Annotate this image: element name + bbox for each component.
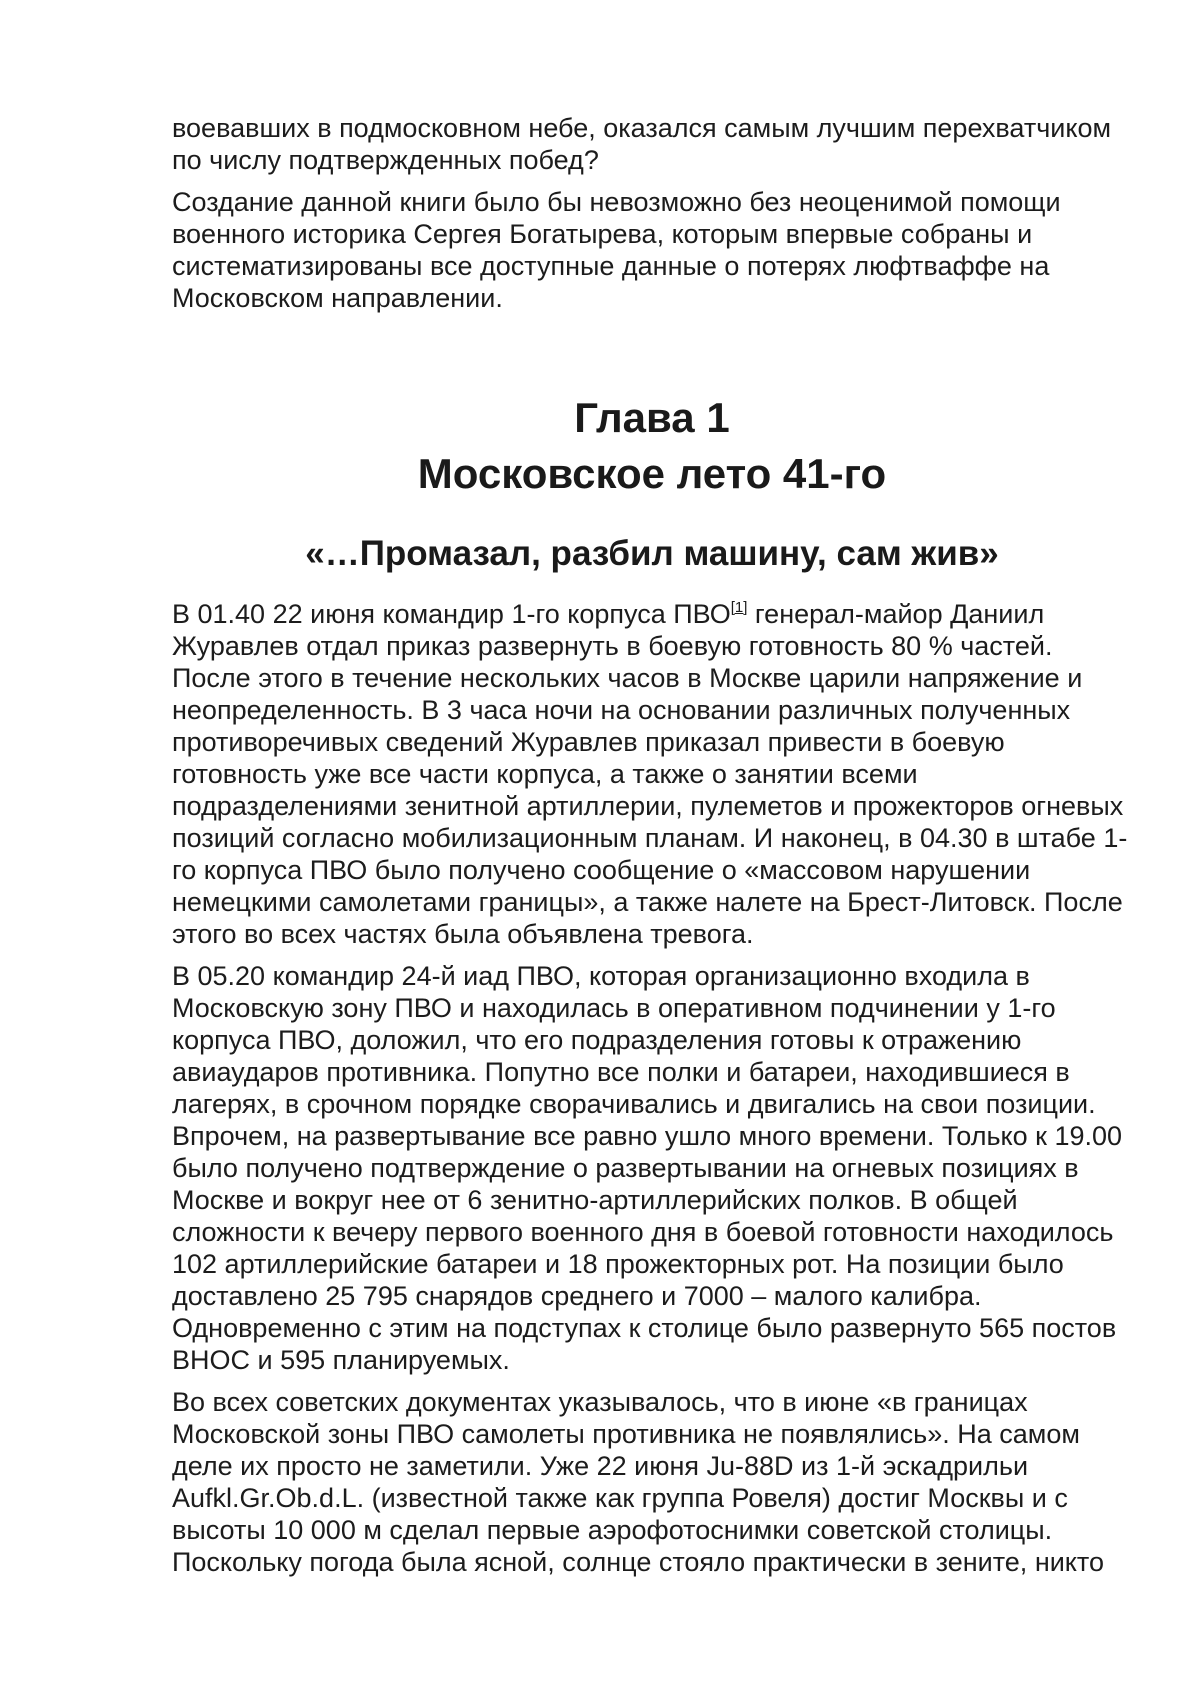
intro-paragraph-2: Создание данной книги было бы невозможно без неоценимой помощи военного историка Сергея Богатырева, которым впервые собраны и систематизированы все доступные данные о потерях люфтваффе на Московском направлении. xyxy=(172,187,1061,313)
chapter-heading xyxy=(172,390,1132,502)
chapter-number: Глава 1 xyxy=(574,394,730,441)
body-paragraph-1-rest: генерал-майор Даниил Журавлев отдал приказ развернуть в боевую готовность 80 % частей. После этого в течение нескольких часов в Москве царили напряжение и неопределенность. В 3 часа ночи на основании различных полученных противоречивых сведений Журавлев приказал привести в боевую готовность уже все части корпуса, а также о занятии всеми подразделениями зенитной артиллерии, пулеметов и прожекторов огневых позиций согласно мобилизационным планам. И наконец, в 04.30 в штабе 1-го корпуса ПВО было получено сообщение о «массовом нарушении немецкими самолетами границы», а также налете на Брест-Литовск. После этого во всех частях была объявлена тревога. xyxy=(172,599,1128,949)
document-page xyxy=(172,112,1132,1588)
body-paragraph-1 xyxy=(172,598,1132,950)
body-paragraph-3: Во всех советских документах указывалось, что в июне «в границах Московской зоны ПВО самолеты противника не появлялись». На самом деле их просто не заметили. Уже 22 июня Ju-88D из 1-й эскадрильи Aufkl.Gr.Ob.d.L. (известной также как группа Ровеля) достиг Москвы и с высоты 10 000 м сделал первые аэрофотоснимки советской столицы. Поскольку погода была ясной, солнце стояло практически в зените, никто xyxy=(172,1387,1105,1577)
body-paragraph-2: В 05.20 командир 24-й иад ПВО, которая организационно входила в Московскую зону ПВО и находилась в оперативном подчинении у 1-го корпуса ПВО, доложил, что его подразделения готовы к отражению авиаударов противника. Попутно все полки и батареи, находившиеся в лагерях, в срочном порядке сворачивались и двигались на свои позиции. Впрочем, на развертывание все равно ушло много времени. Только к 19.00 было получено подтверждение о развертывании на огневых позициях в Москве и вокруг нее от 6 зенитно-артиллерийских полков. В общей сложности к вечеру первого военного дня в боевой готовности находилось 102 артиллерийские батареи и 18 прожекторных рот. На позиции было доставлено 25 795 снарядов среднего и 7000 – малого калибра. Одновременно с этим на подступах к столице было развернуто 565 постов ВНОС и 595 планируемых. xyxy=(172,961,1123,1375)
intro-paragraph-1: воевавших в подмосковном небе, оказался самым лучшим перехватчиком по числу подтвержденных побед? xyxy=(172,113,1112,175)
body-paragraph-1-start: В 01.40 22 июня командир 1-го корпуса ПВО xyxy=(172,599,731,629)
section-title: «…Промазал, разбил машину, сам жив» xyxy=(305,534,999,573)
chapter-title: Московское лето 41-го xyxy=(417,450,887,497)
footnote-link[interactable]: [1] xyxy=(730,599,748,616)
